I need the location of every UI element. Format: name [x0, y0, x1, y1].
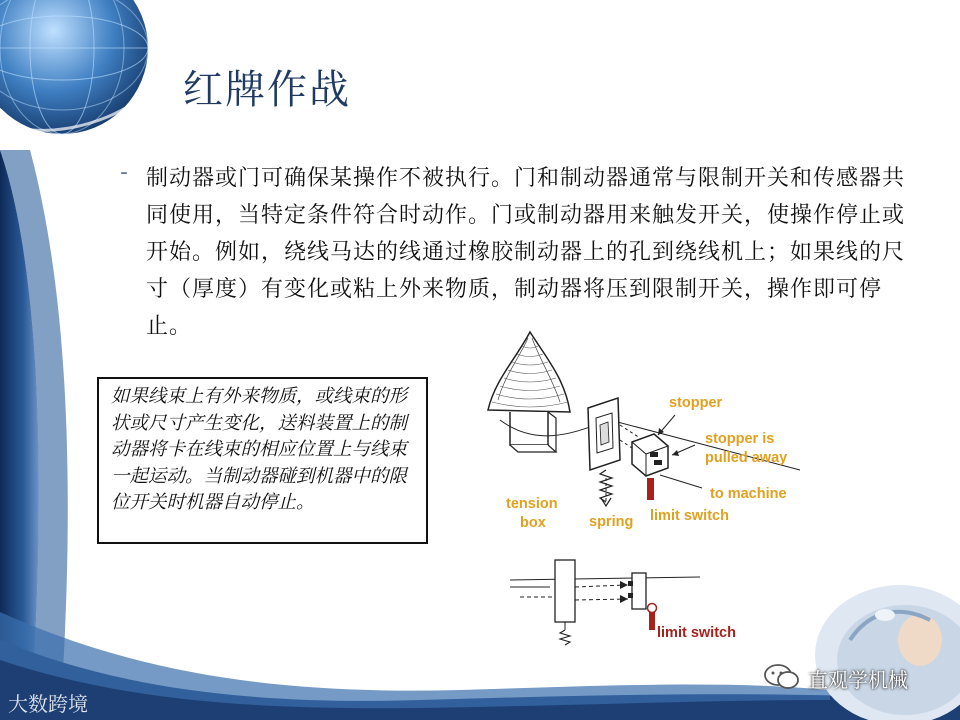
- label-limit-switch: limit switch: [650, 508, 729, 524]
- label-box: box: [520, 515, 546, 531]
- note-box: [97, 377, 428, 544]
- label-stopper-pulled-2: pulled away: [705, 450, 788, 466]
- watermark-left: 大数跨境: [8, 692, 88, 716]
- note-text: 如果线束上有外来物质，或线束的形状或尺寸产生变化，送料装置上的制动器将卡在线束的相应位置上与线束一起运动。当制动器碰到机器中的限位开关时机器自动停止。: [111, 386, 408, 513]
- bullet-text: 制动器或门可确保某操作不被执行。门和制动器通常与限制开关和传感器共同使用，当特定条件符合时动作。门或制动器用来触发开关，使操作停止或开始。例如，绕线马达的线通过橡胶制动器上的孔到绕线机上；如果线的尺寸（厚度）有变化或粘上外来物质，制动器将压到限制开关，操作即可停止。: [146, 166, 906, 339]
- side-view-diagram: [500, 555, 710, 665]
- bullet-dash: -: [120, 160, 128, 185]
- globe-logo: [0, 0, 200, 142]
- label-tension: tension: [506, 496, 558, 512]
- label-stopper-pulled-1: stopper is: [705, 431, 775, 447]
- label-limit-switch-2: limit switch: [657, 625, 736, 641]
- tension-box: [588, 398, 620, 506]
- limit-switch: [647, 478, 654, 500]
- decorative-photo: [815, 585, 960, 720]
- stopper-block: [632, 434, 668, 476]
- label-to-machine: to machine: [710, 486, 787, 502]
- wechat-icon: [762, 662, 802, 692]
- label-stopper: stopper: [669, 395, 723, 411]
- watermark-right: 直观学机械: [808, 668, 908, 692]
- label-spring: spring: [589, 514, 634, 530]
- slide-title: 红牌作战: [183, 67, 351, 113]
